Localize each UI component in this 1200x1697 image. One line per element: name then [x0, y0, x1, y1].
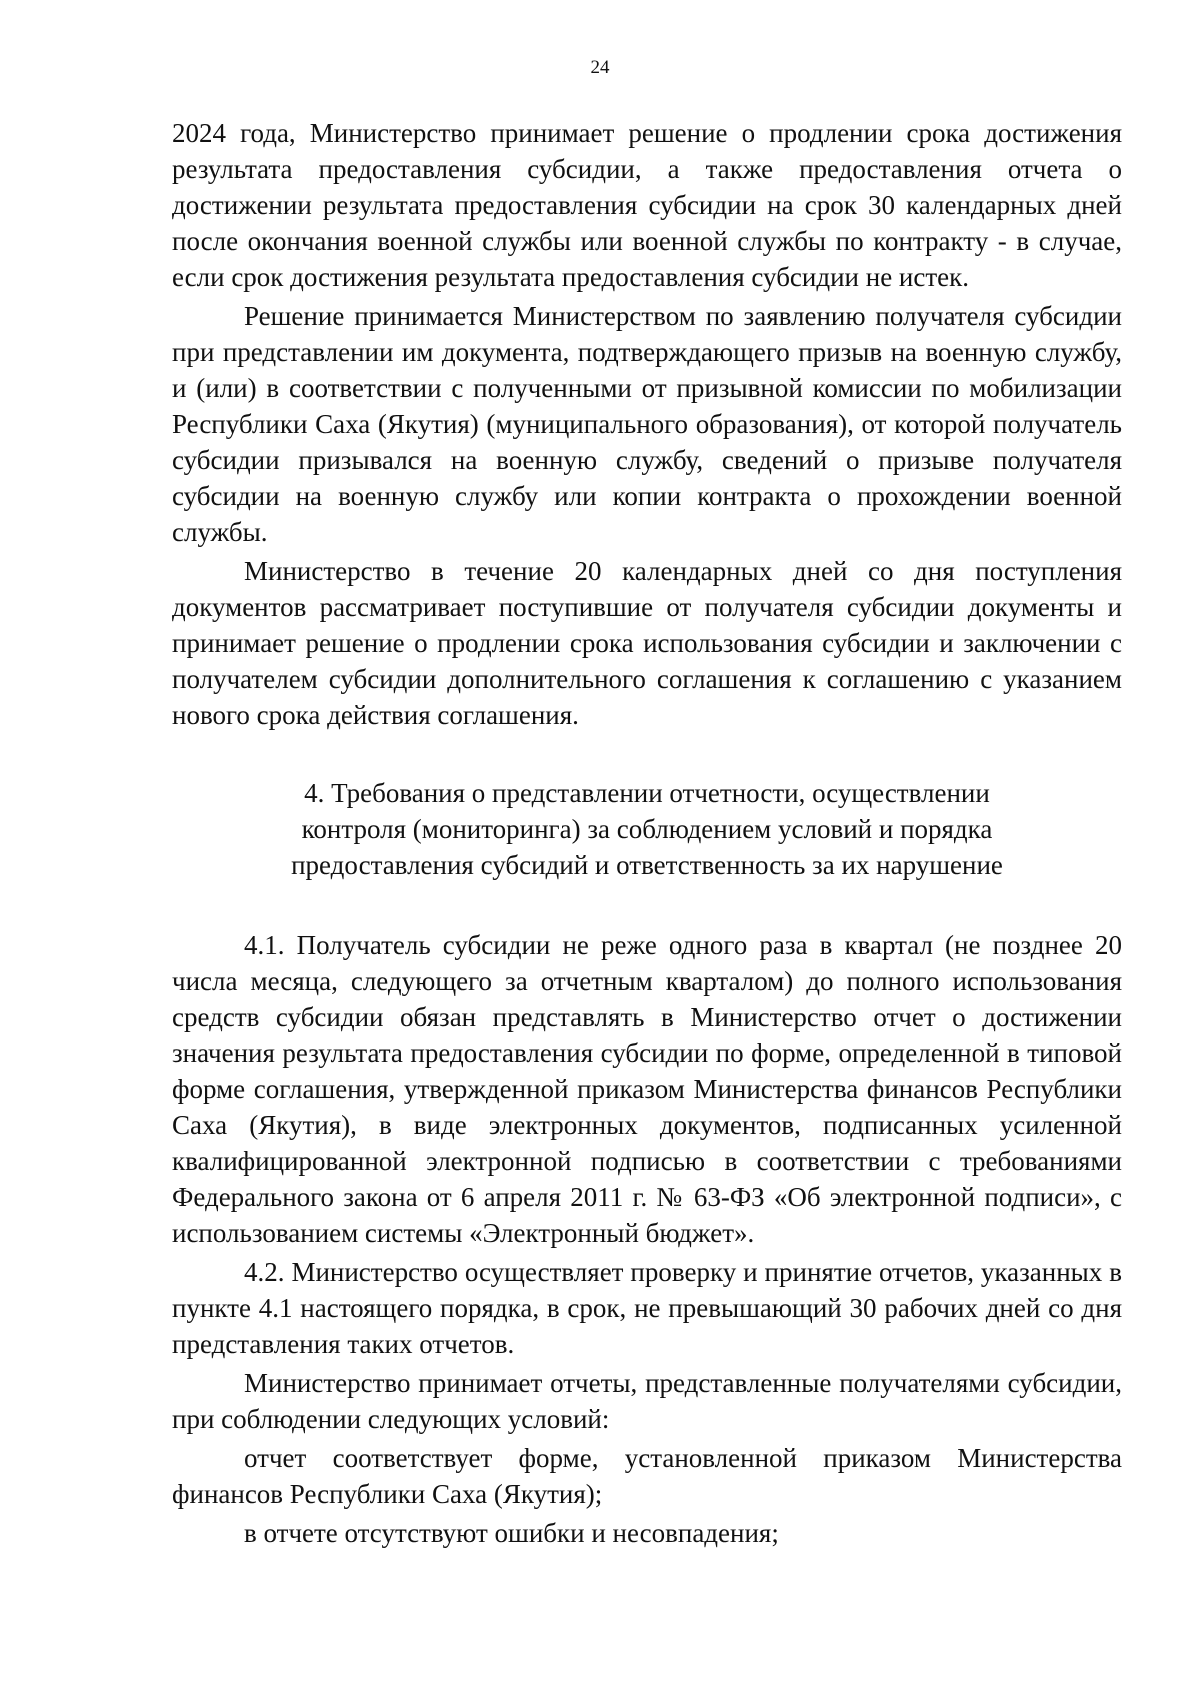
- paragraph: Министерство в течение 20 календарных дней со дня поступления документов рассматривает поступившие от получателя субсидии документы и принимает решение о продлении срока использования субсидии и заключении с получателем субсидии дополнительного соглашения к соглашению с указанием нового срока действия соглашения.: [172, 556, 1122, 730]
- paragraph: в отчете отсутствуют ошибки и несовпадения;: [244, 1518, 779, 1548]
- document-body: [172, 115, 1122, 1554]
- paragraph: Решение принимается Министерством по заявлению получателя субсидии при представлении им документа, подтверждающего призыв на военную службу, и (или) в соответствии с полученными от призывной комиссии по мобилизации Республики Саха (Якутия) (муниципального образования), от которой получатель субсидии призывался на военную службу, сведений о призыве получателя субсидии на военную службу или копии контракта о прохождении военной службы.: [172, 301, 1122, 547]
- paragraph: 2024 года, Министерство принимает решение о продлении срока достижения результата предоставления субсидии, а также предоставления отчета о достижении результата предоставления субсидии на срок 30 календарных дней после окончания военной службы или военной службы по контракту - в случае, если срок достижения результата предоставления субсидии не истек.: [172, 118, 1122, 292]
- paragraph: 4.1. Получатель субсидии не реже одного раза в квартал (не позднее 20 числа месяца, следующего за отчетным кварталом) до полного использования средств субсидии обязан представлять в Министерство отчет о достижении значения результата предоставления субсидии по форме, определенной в типовой форме соглашения, утвержденной приказом Министерства финансов Республики Саха (Якутия), в виде электронных документов, подписанных усиленной квалифицированной электронной подписью в соответствии с требованиями Федерального закона от 6 апреля 2011 г. № 63-ФЗ «Об электронной подписи», с использованием системы «Электронный бюджет».: [172, 930, 1122, 1248]
- section-heading: [172, 775, 1122, 883]
- paragraph: 4.2. Министерство осуществляет проверку и принятие отчетов, указанных в пункте 4.1 настоящего порядка, в срок, не превышающий 30 рабочих дней со дня представления таких отчетов.: [172, 1257, 1122, 1359]
- paragraph: Министерство принимает отчеты, представленные получателями субсидии, при соблюдении следующих условий:: [172, 1368, 1122, 1434]
- section-heading-line: 4. Требования о представлении отчетности, осуществлении: [304, 778, 990, 808]
- paragraph: отчет соответствует форме, установленной приказом Министерства финансов Республики Саха (Якутия);: [172, 1443, 1122, 1509]
- page-number: 24: [590, 57, 610, 78]
- section-heading-line: контроля (мониторинга) за соблюдением условий и порядка: [301, 814, 993, 844]
- section-heading-line: предоставления субсидий и ответственность за их нарушение: [291, 850, 1003, 880]
